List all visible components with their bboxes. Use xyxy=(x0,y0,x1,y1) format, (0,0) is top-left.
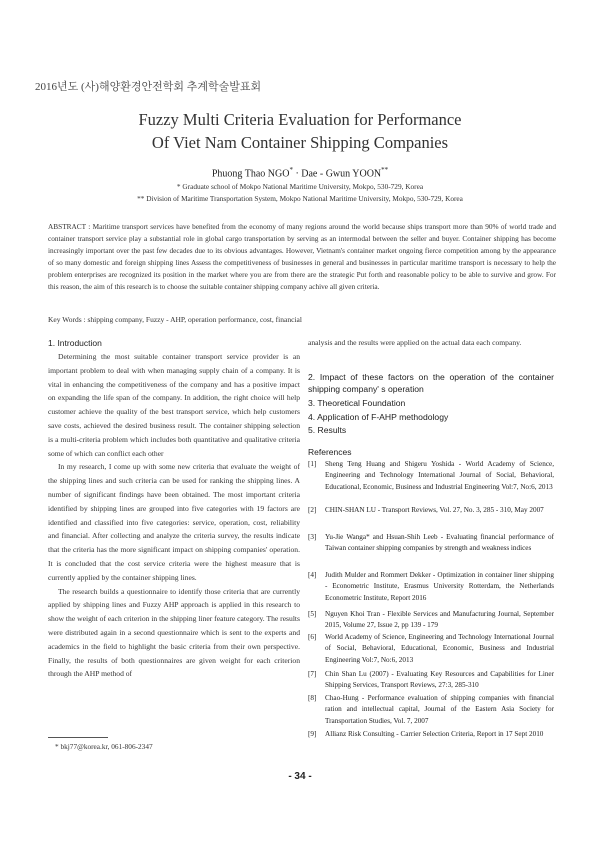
paper-title-line-1: Fuzzy Multi Criteria Evaluation for Performance xyxy=(138,110,462,129)
affiliation-1: * Graduate school of Mokpo National Maritime University, Mokpo, 530-729, Korea xyxy=(176,182,424,191)
reference-number: [7] xyxy=(308,670,317,678)
intro-paragraph-1: Determining the most suitable container transport service provider is an important problem to deal with when managing supply chain of a company. It is vital in enhancing the competitiveness of the company and has a positive impact on expanding the life span of the company. In addition, the right choice will help customer achieve the quality of the best transport service, which help customers save costs, achieved the desired business result. The container shipping selection is a multi-criteria problem which includes both quantitative and qualitative criteria some of which can conflict each other xyxy=(48,352,300,458)
section-4-heading: 4. Application of F-AHP methodology xyxy=(308,411,449,422)
keywords: Key Words : shipping company, Fuzzy - AHP, operation performance, cost, financial xyxy=(48,315,302,324)
section-5-heading: 5. Results xyxy=(308,425,347,436)
reference-text: Allianz Risk Consulting - Carrier Selection Criteria, Report in 17 Sept 2010 xyxy=(325,730,544,738)
author-2: · Dae - Gwun YOON xyxy=(292,168,382,180)
page-number: - 34 - xyxy=(288,771,312,782)
reference-number: [1] xyxy=(308,460,317,468)
reference-text: Judith Mulder and Rommert Dekker - Optimization in container liner shipping - Econometric Institute, Erasmus University Rotterdam, the Netherlands Econometric Institute, Report 2016 xyxy=(325,571,554,602)
reference-number: [5] xyxy=(308,610,317,618)
reference-number: [4] xyxy=(308,571,317,579)
affiliation-2: ** Division of Maritime Transportation System, Mokpo National Maritime University, Mokpo, 530-729, Korea xyxy=(137,194,463,203)
reference-number: [2] xyxy=(308,506,317,514)
reference-number: [9] xyxy=(308,730,317,738)
paper-title-line-2: Of Viet Nam Container Shipping Companies xyxy=(151,133,449,152)
footnote: * bkj77@korea.kr, 061-806-2347 xyxy=(55,742,153,751)
section-2-heading: 2. Impact of these factors on the operation of the container shipping company' s operation xyxy=(308,372,554,394)
intro-paragraph-2: In my research, I come up with some new criteria that evaluate the weight of the shipping lines and such criteria can be used for ranking the shipping lines. A number of significant findings have been obtained. The most important criteria identified by shipping lines are grouped into five categories with 19 factors are identified and classified into five categories: service, operation, cost, reliability and financial. After collecting and analyze the criteria survey, the results indicate that the criteria has the more significant impact on shipping companies' operation. It is concluded that the cost service criteria were the highest measure that is currently applied by the container shipping lines. xyxy=(48,462,300,582)
intro-heading: 1. Introduction xyxy=(48,338,102,348)
reference-text: Nguyen Khoi Tran - Flexible Services and Manufacturing Journal, September 2015, Volume 27, Issue 2, pp 139 - 179 xyxy=(325,610,554,630)
reference-number: [6] xyxy=(308,633,317,641)
intro-body xyxy=(48,350,300,681)
conference-header: 2016년도 (사)해양환경안전학회 추계학술발표회 xyxy=(35,81,262,93)
author-2-mark: ** xyxy=(381,166,389,174)
reference-list xyxy=(308,459,554,749)
section-3-heading: 3. Theoretical Foundation xyxy=(308,398,406,409)
authors xyxy=(0,166,600,179)
author-1-mark: * xyxy=(289,166,293,174)
abstract: ABSTRACT : Maritime transport services have benefited from the economy of many regions around the world because ships transport more than 90% of world trade and container transport service play a substantial role in global cargo transportation by serving as an intermodal between the seller and buyer. Container shipping has become increasingly important over the past few decades due to its obvious advantages. However, Vietnam's container market ongoing fierce competition among by the appearance of so many domestic and foreign shipping lines Assess the competitiveness of businesses in general and businesses in particular maritime transport is necessary to help the problem enterprises are recognized its position in the market where you are from there are the strategic Put forth and reasonable policy to be able to survive and grow. For this reason, the aim of this research is to choose the suitable container shipping company achive all given criteria. xyxy=(48,222,556,292)
intro-paragraph-3: The research builds a questionnaire to identify those criteria that are currently applied by shipping lines and Fuzzy AHP approach is applied in this research to show the weight of each criterion in the shipping liner feature category. The results were distributed again in a second questionnaire which is sent to the experts and academics in the field to highlight the basic criteria from their own perspective. Finally, the results of both questionnaires are given weight for each criterion through the AHP method of xyxy=(48,586,300,679)
intro-continuation: analysis and the results were applied on the actual data each company. xyxy=(308,338,522,347)
reference-text: Yu-Jie Wanga* and Hsuan-Shih Leeb - Evaluating financial performance of Taiwan container shipping companies by strength and weakness indices xyxy=(325,533,554,553)
reference-text: World Academy of Science, Engineering and Technology International Journal of Social, Behavioral, Educational, Economic, Business and Industrial Engineering Vol:7, No:6, 2013 xyxy=(325,633,554,664)
reference-text: Chao-Hung - Performance evaluation of shipping companies with financial ration and intellectual capital, Journal of the Eastern Asia Society for Transportation Studies, Vol. 7, 2007 xyxy=(325,694,554,725)
author-1: Phuong Thao NGO xyxy=(211,168,290,180)
references-heading: References xyxy=(308,447,352,457)
reference-text: Chin Shan Lu (2007) - Evaluating Key Resources and Capabilities for Liner Shipping Services, Transport Reviews, 27:3, 285-310 xyxy=(325,670,554,690)
reference-text: CHIN-SHAN LU - Transport Reviews, Vol. 27, No. 3, 285 - 310, May 2007 xyxy=(325,506,544,514)
reference-text: Sheng Teng Huang and Shigeru Yoshida - World Academy of Science, Engineering and Technology International Journal of Social, Behavioral, Educational, Economic, Business and Industrial Engineering Vol:7, No:6, 2013 xyxy=(325,460,554,491)
footnote-divider xyxy=(48,737,108,738)
section-list xyxy=(308,372,554,437)
reference-number: [8] xyxy=(308,694,317,702)
reference-number: [3] xyxy=(308,533,317,541)
